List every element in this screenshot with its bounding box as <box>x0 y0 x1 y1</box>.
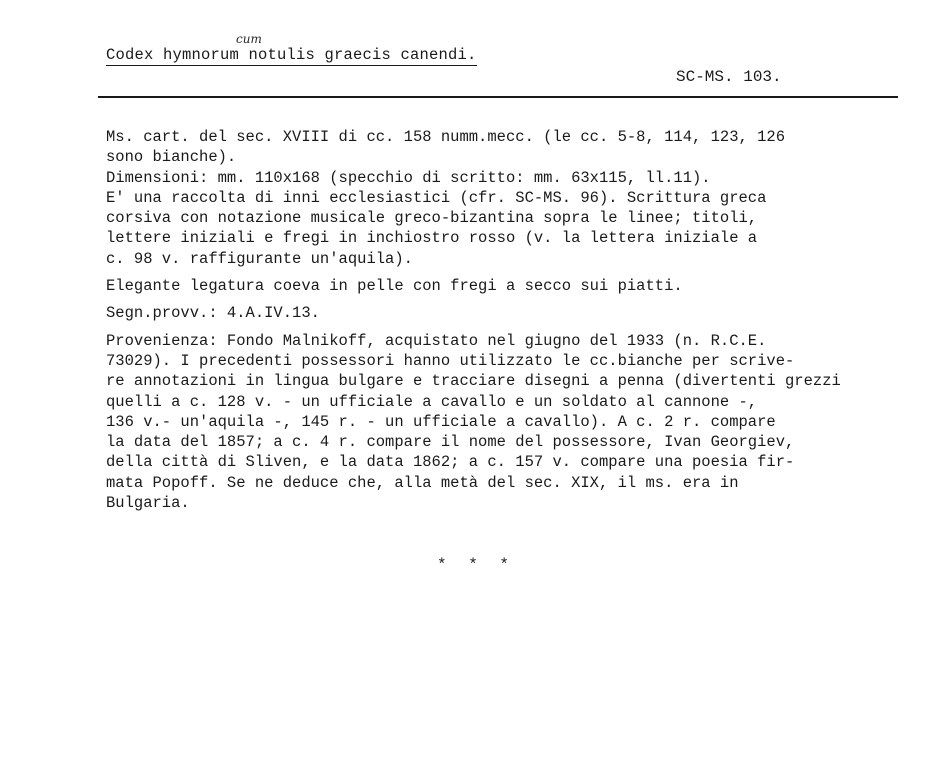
text-line: 136 v.- un'aquila -, 145 r. - un ufficiale a cavallo). A c. 2 r. compare <box>106 412 776 431</box>
binding-paragraph <box>106 276 886 296</box>
text-line: Provenienza: Fondo Malnikoff, acquistato nel giugno del 1933 (n. R.C.E. <box>106 331 767 350</box>
text-line: Elegante legatura coeva in pelle con fregi a secco sui piatti. <box>106 277 683 296</box>
text-line: Bulgaria. <box>106 494 190 513</box>
card-title: Codex hymnorum notulis graecis canendi. <box>106 46 477 64</box>
text-line: sono bianche). <box>106 148 237 167</box>
end-mark: * * * <box>437 556 516 574</box>
text-line: quelli a c. 128 v. - un ufficiale a cavallo e un soldato al cannone -, <box>106 392 758 411</box>
text-line: Dimensioni: mm. 110x168 (specchio di scritto: mm. 63x115, ll.11). <box>106 168 711 187</box>
text-line: 73029). I precedenti possessori hanno utilizzato le cc.bianche per scrive- <box>106 351 795 370</box>
text-line: la data del 1857; a c. 4 r. compare il nome del possessore, Ivan Georgiev, <box>106 433 795 452</box>
handwritten-annotation: cum <box>236 32 262 46</box>
provenance-paragraph <box>106 331 886 514</box>
segnatura-paragraph <box>106 303 886 323</box>
text-line: della città di Sliven, e la data 1862; a c. 157 v. compare una poesia fir- <box>106 453 795 472</box>
text-line: mata Popoff. Se ne deduce che, alla metà del sec. XIX, il ms. era in <box>106 473 739 492</box>
shelfmark: SC-MS. 103. <box>676 68 782 86</box>
text-line: re annotazioni in lingua bulgare e tracciare disegni a penna (divertenti grezzi <box>106 372 841 391</box>
text-line: E' una raccolta di inni ecclesiastici (cfr. SC-MS. 96). Scrittura greca <box>106 188 767 207</box>
text-line: Ms. cart. del sec. XVIII di cc. 158 numm.mecc. (le cc. 5-8, 114, 123, 126 <box>106 128 786 146</box>
header-divider <box>98 96 898 98</box>
text-line: corsiva con notazione musicale greco-bizantina sopra le linee; titoli, <box>106 209 758 228</box>
card-body <box>106 127 886 513</box>
text-line: Segn.provv.: 4.A.IV.13. <box>106 304 320 323</box>
text-line: lettere iniziali e fregi in inchiostro rosso (v. la lettera iniziale a <box>106 229 758 248</box>
description-paragraph <box>106 127 886 269</box>
text-line: c. 98 v. raffigurante un'aquila). <box>106 249 413 268</box>
